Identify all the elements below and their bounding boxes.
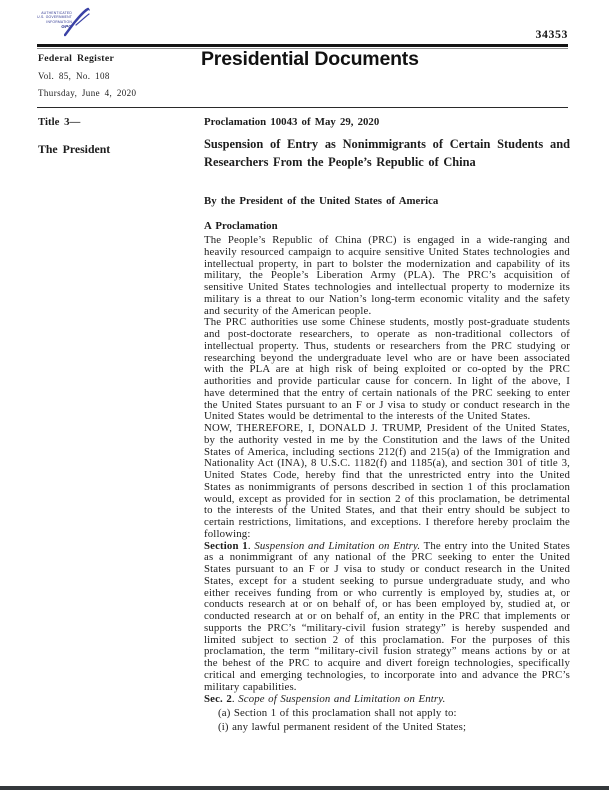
gpo-logo-line3: INFORMATION xyxy=(46,19,72,24)
a-proclamation-heading: A Proclamation xyxy=(204,220,278,232)
gpo-logo-line1: AUTHENTICATED xyxy=(41,11,72,15)
section-2-italic-title: Scope of Suspension and Limitation on Entry. xyxy=(238,693,446,706)
gpo-logo-gpo-label: GPO xyxy=(61,24,72,30)
paragraph-3: NOW, THEREFORE, I, DONALD J. TRUMP, President of the United States, by the authority vested in me by the Constitution and the laws of the United States of America, including sections 212(f) and 215(a) of the Immigration and Nationality Act (INA), 8 U.S.C. 1182(f) and 1185(a), and section 301 of title 3, United States Code, hereby find that the unrestricted entry into the United States as nonimmigrants of persons described in section 1 of this proclamation would, except as provided for in section 2 of this proclamation, be detrimental to the interests of the United States, and that their entry should be subject to certain restrictions, limitations, and exceptions. I therefore hereby proclaim the following: xyxy=(204,422,570,540)
section-1-paragraph xyxy=(204,541,570,694)
section-title: Presidential Documents xyxy=(201,48,419,70)
paragraph-2: The PRC authorities use some Chinese students, mostly post-graduate students and post-doctorate researchers, to operate as non-traditional collectors of intellectual property. Thus, students or researchers from the PRC studying or researching beyond the undergraduate level who are or have been associated with the PLA are at high risk of being exploited or co-opted by the PRC authorities and provide particular cause for concern. In light of the above, I have determined that the entry of certain nationals of the PRC seeking to enter the United States pursuant to an F or J visa to study or conduct research in the United States would be detrimental to the interests of the United States. xyxy=(204,316,570,423)
section-1-label: Section 1 xyxy=(204,539,248,552)
title-3-label: Title 3— xyxy=(38,116,81,128)
section-2-separator: . xyxy=(231,693,239,706)
federal-register-brand: Federal Register xyxy=(38,53,115,64)
page-number: 34353 xyxy=(535,27,568,41)
document-body-column xyxy=(204,116,570,734)
proclamation-number-line: Proclamation 10043 of May 29, 2020 xyxy=(204,116,380,128)
subsection-a: (a) Section 1 of this proclamation shall not apply to: xyxy=(218,707,457,719)
section-1-italic-title: Suspension and Limitation on Entry. xyxy=(254,539,421,552)
section-2-label: Sec. 2 xyxy=(204,693,232,706)
section-1-separator: . xyxy=(247,539,255,552)
paragraph-1: The People’s Republic of China (PRC) is engaged in a wide-ranging and heavily resourced campaign to acquire sensitive United States technologies and intellectual property, in part to bolster the modernization and capability of its military, the People’s Liberation Army (PLA). The PRC’s acquisition of sensitive United States technologies and intellectual property to modernize its military is a threat to our Nation’s long-term economic vitality and the safety and security of the American people. xyxy=(204,234,570,317)
masthead-left-block xyxy=(38,53,136,98)
header-rule-thick xyxy=(37,44,568,47)
the-president-label: The President xyxy=(38,142,111,156)
section-2-paragraph xyxy=(204,694,570,706)
proclamation-title: Suspension of Entry as Nonimmigrants of Certain Students and Researchers From the People’s Republic of China xyxy=(204,137,570,169)
gpo-logo-line2: U.S. GOVERNMENT xyxy=(37,15,72,20)
window-bottom-edge xyxy=(0,786,609,790)
section-1-text: The entry into the United States as a nonimmigrant of any national of the PRC seeking to enter the United States pursuant to an F or J visa to study or conduct research in the United States, except for a student seeking to pursue undergraduate study, and who either receives funding from or who currently is employed by, studies at, or conducts research at or on behalf of, or has been employed by, studied at, or conducted research at or on behalf of, an entity in the PRC that implements or supports the PRC’s “military-civil fusion strategy” is hereby suspended and limited subject to section 2 of this proclamation. For the purposes of this proclamation, the term “military-civil fusion strategy” means actions by or at the behest of the PRC to acquire and divert foreign technologies, specifically critical and emerging technologies, to incorporate into and advance the PRC’s military capabilities. xyxy=(204,539,570,693)
subsection-i: (i) any lawful permanent resident of the United States; xyxy=(218,720,467,733)
issue-date: Thursday, June 4, 2020 xyxy=(38,88,137,98)
volume-number: Vol. 85, No. 108 xyxy=(38,71,110,81)
masthead-bottom-rule xyxy=(37,107,568,108)
margin-column xyxy=(38,116,188,157)
president-byline: By the President of the United States of America xyxy=(204,195,439,207)
